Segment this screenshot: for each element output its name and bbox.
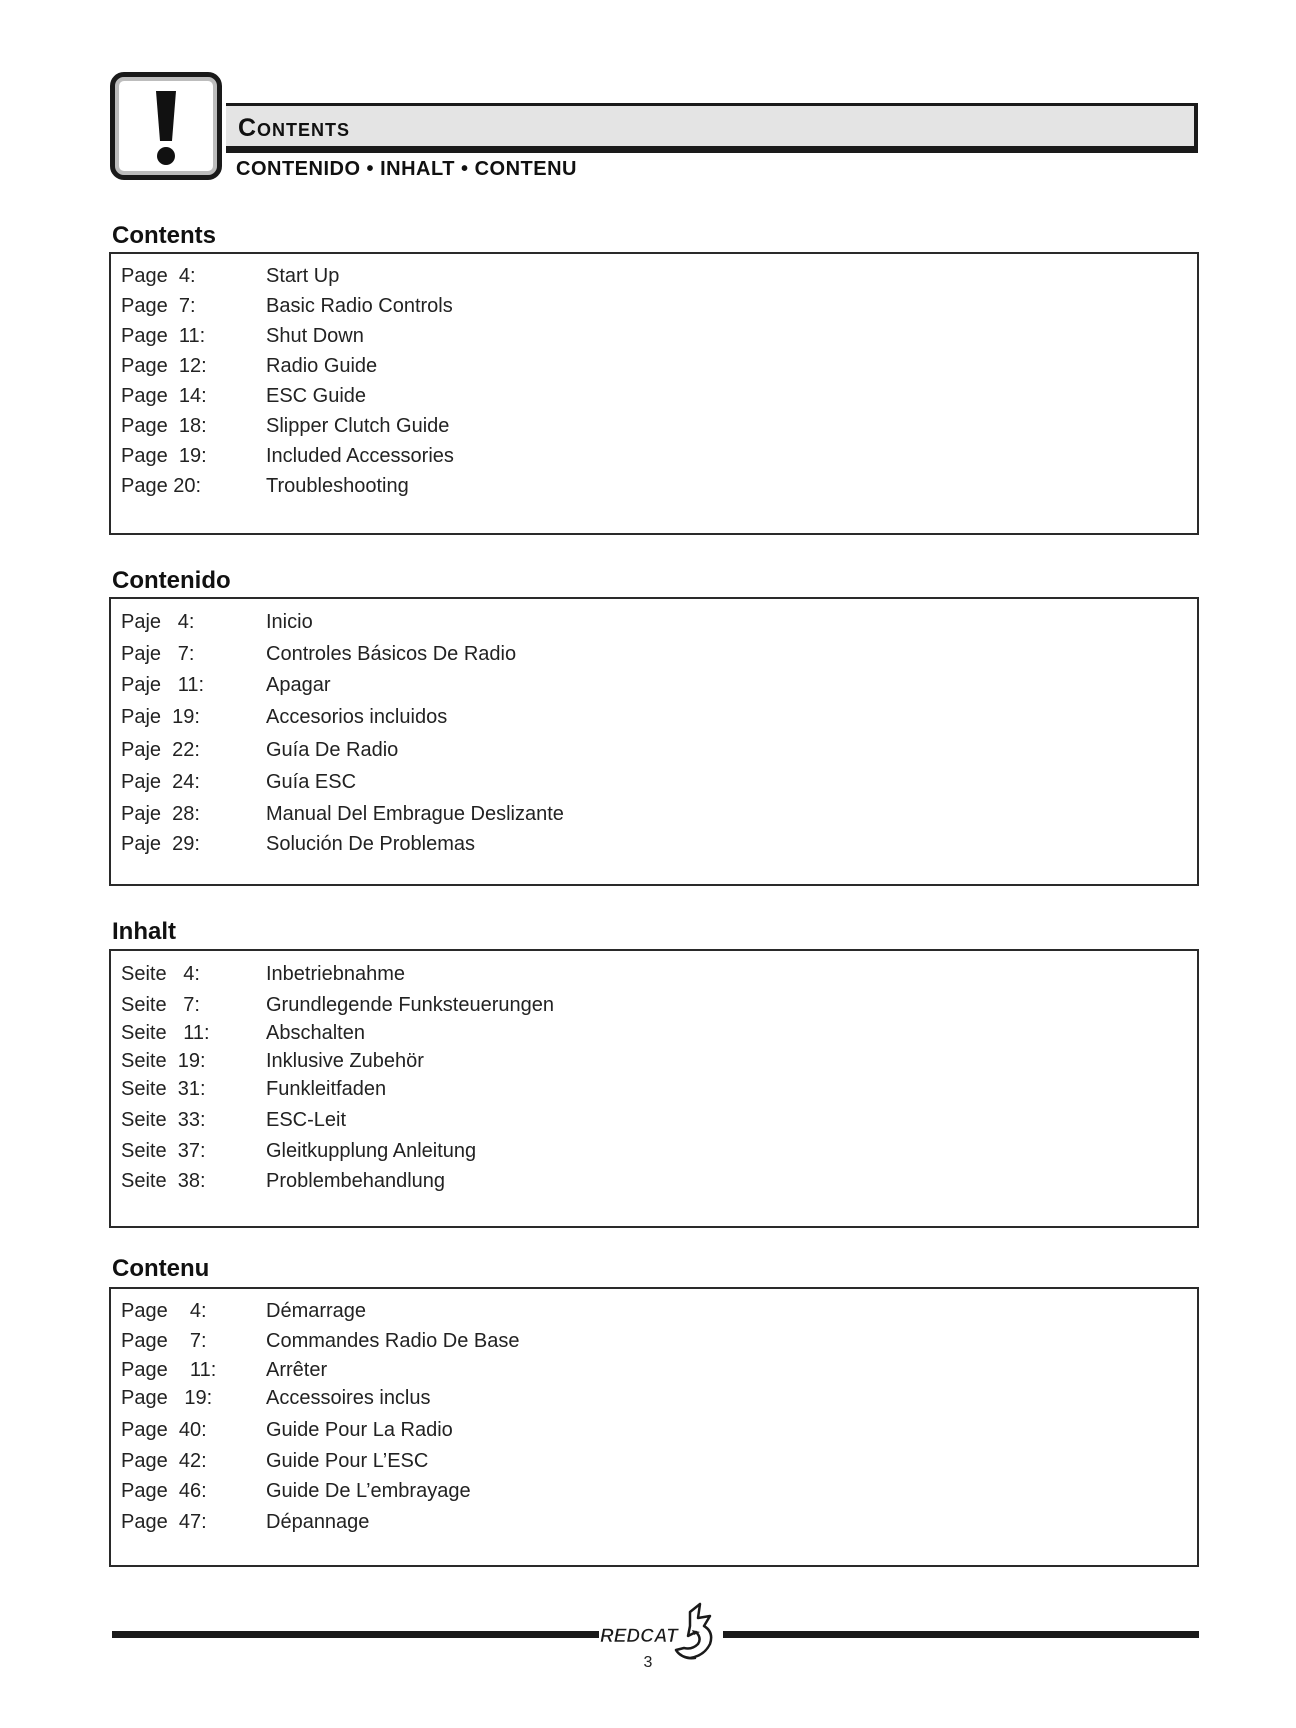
toc-page: Page 40: [121, 1419, 207, 1441]
toc-title: Start Up [266, 265, 340, 287]
toc-title: Guide Pour La Radio [266, 1419, 453, 1441]
toc-page: Page 7: [121, 1330, 207, 1352]
toc-title: Gleitkupplung Anleitung [266, 1140, 477, 1162]
toc-page: Seite 31: [121, 1078, 206, 1100]
toc-title: Funkleitfaden [266, 1078, 387, 1100]
footer-rule-right [723, 1631, 1199, 1638]
toc-page: Seite 38: [121, 1170, 206, 1192]
toc-title: Commandes Radio De Base [266, 1330, 520, 1352]
section-title-contents: Contents [112, 222, 216, 249]
toc-page: Page 19: [121, 445, 207, 467]
toc-title: Guide De L’embrayage [266, 1480, 471, 1502]
toc-page: Seite 37: [121, 1140, 206, 1162]
footer-rule-left [112, 1631, 599, 1638]
section-title-contenido: Contenido [112, 567, 231, 594]
toc-page: Page 11: [121, 1359, 217, 1381]
toc-page: Page 14: [121, 385, 207, 407]
toc-title: Guía De Radio [266, 739, 399, 761]
toc-page: Paje 28: [121, 803, 200, 825]
toc-page: Page 4: [121, 1300, 207, 1322]
toc-page: Page 7: [121, 295, 196, 317]
toc-title: Slipper Clutch Guide [266, 415, 450, 437]
toc-title: Arrêter [266, 1359, 328, 1381]
toc-page: Seite 4: [121, 963, 200, 985]
toc-title: Inbetriebnahme [266, 963, 405, 985]
toc-title: Démarrage [266, 1300, 367, 1322]
toc-title: Controles Básicos De Radio [266, 643, 517, 665]
page-number: 3 [643, 1654, 653, 1671]
toc-page: Paje 19: [121, 706, 200, 728]
toc-title: Grundlegende Funksteuerungen [266, 994, 554, 1016]
toc-page: Paje 24: [121, 771, 200, 793]
toc-title: Manual Del Embrague Deslizante [266, 803, 564, 825]
toc-title: Radio Guide [266, 355, 378, 377]
toc-page: Paje 29: [121, 833, 200, 855]
exclamation-icon [115, 77, 217, 175]
toc-title: Guide Pour L’ESC [266, 1450, 429, 1472]
toc-title: Guía ESC [266, 771, 357, 793]
toc-page: Page 18: [121, 415, 207, 437]
toc-page: Paje 4: [121, 611, 195, 633]
page-title: Contents [238, 114, 351, 142]
toc-page: Paje 7: [121, 643, 195, 665]
toc-page: Paje 11: [121, 674, 205, 696]
toc-page: Page 20: [121, 475, 202, 497]
toc-box-contenido [109, 597, 1199, 886]
toc-page: Seite 19: [121, 1050, 206, 1072]
section-title-inhalt: Inhalt [112, 918, 176, 945]
toc-title: Accessoires inclus [266, 1387, 431, 1409]
toc-page: Page 11: [121, 325, 206, 347]
toc-page: Seite 11: [121, 1022, 210, 1044]
toc-page: Page 4: [121, 265, 196, 287]
section-title-contenu: Contenu [112, 1255, 210, 1282]
warning-box [110, 72, 222, 180]
toc-title: ESC-Leit [266, 1109, 347, 1131]
redcat-wildcat-logo-icon [592, 1602, 722, 1662]
logo-text: REDCAT [600, 1626, 678, 1647]
toc-title: Accesorios incluidos [266, 706, 448, 728]
page-subtitle: CONTENIDO • INHALT • CONTENU [236, 158, 577, 180]
toc-box-inhalt [109, 949, 1199, 1228]
toc-page: Page 46: [121, 1480, 207, 1502]
toc-title: Abschalten [266, 1022, 365, 1044]
toc-page: Page 12: [121, 355, 207, 377]
toc-title: Inklusive Zubehör [266, 1050, 424, 1072]
toc-title: ESC Guide [266, 385, 367, 407]
toc-page: Page 47: [121, 1511, 207, 1533]
toc-box-contents [109, 252, 1199, 535]
toc-page: Seite 7: [121, 994, 200, 1016]
toc-page: Seite 33: [121, 1109, 206, 1131]
toc-title: Dépannage [266, 1511, 370, 1533]
toc-title: Solución De Problemas [266, 833, 475, 855]
toc-page: Paje 22: [121, 739, 200, 761]
toc-title: Included Accessories [266, 445, 454, 467]
toc-title: Shut Down [266, 325, 364, 347]
title-bar [226, 103, 1198, 153]
toc-box-contenu [109, 1287, 1199, 1567]
toc-title: Troubleshooting [266, 475, 409, 497]
toc-title: Inicio [266, 611, 313, 633]
toc-page: Page 19: [121, 1387, 213, 1409]
toc-title: Basic Radio Controls [266, 295, 453, 317]
toc-page: Page 42: [121, 1450, 207, 1472]
toc-title: Apagar [266, 674, 331, 696]
toc-title: Problembehandlung [266, 1170, 446, 1192]
